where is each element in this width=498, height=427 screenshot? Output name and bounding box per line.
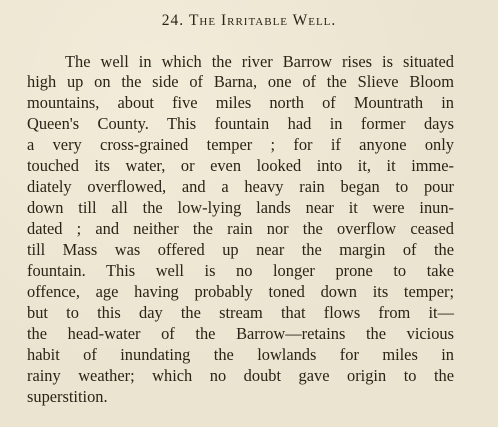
paragraph-line: superstition. [27,387,108,406]
section-heading [0,12,498,30]
paragraph-line: mountains, about five miles north of Mountrath in [27,93,454,112]
paragraph-line: down till all the low-lying lands near it were inun- [27,198,454,217]
paragraph-line: high up on the side of Barna, one of the Slieve Bloom [27,72,454,91]
section-title: The Irritable Well. [188,12,337,29]
paragraph-line: Queen's County. This fountain had in former days [27,114,454,133]
paragraph-line: fountain. This well is no longer prone to take [27,261,454,280]
section-number: 24. [161,12,185,29]
paragraph-line: offence, age having probably toned down its temper; [27,282,454,301]
paragraph-line: a very cross-grained temper ; for if anyone only [27,135,454,154]
paragraph-line: habit of inundating the lowlands for miles in [27,345,454,364]
paragraph-line: the head-water of the Barrow—retains the vicious [27,324,454,343]
paragraph-line: rainy weather; which no doubt gave origin to the [27,366,454,385]
paragraph-line: diately overflowed, and a heavy rain began to pour [27,177,454,196]
paragraph-line: dated ; and neither the rain nor the overflow ceased [27,219,454,238]
paragraph-line: touched its water, or even looked into it, it imme- [27,156,454,175]
paragraph-line: The well in which the river Barrow rises is situated [65,52,454,71]
paragraph-line: but to this day the stream that flows from it— [27,303,454,322]
paragraph-line: till Mass was offered up near the margin of the [27,240,454,259]
